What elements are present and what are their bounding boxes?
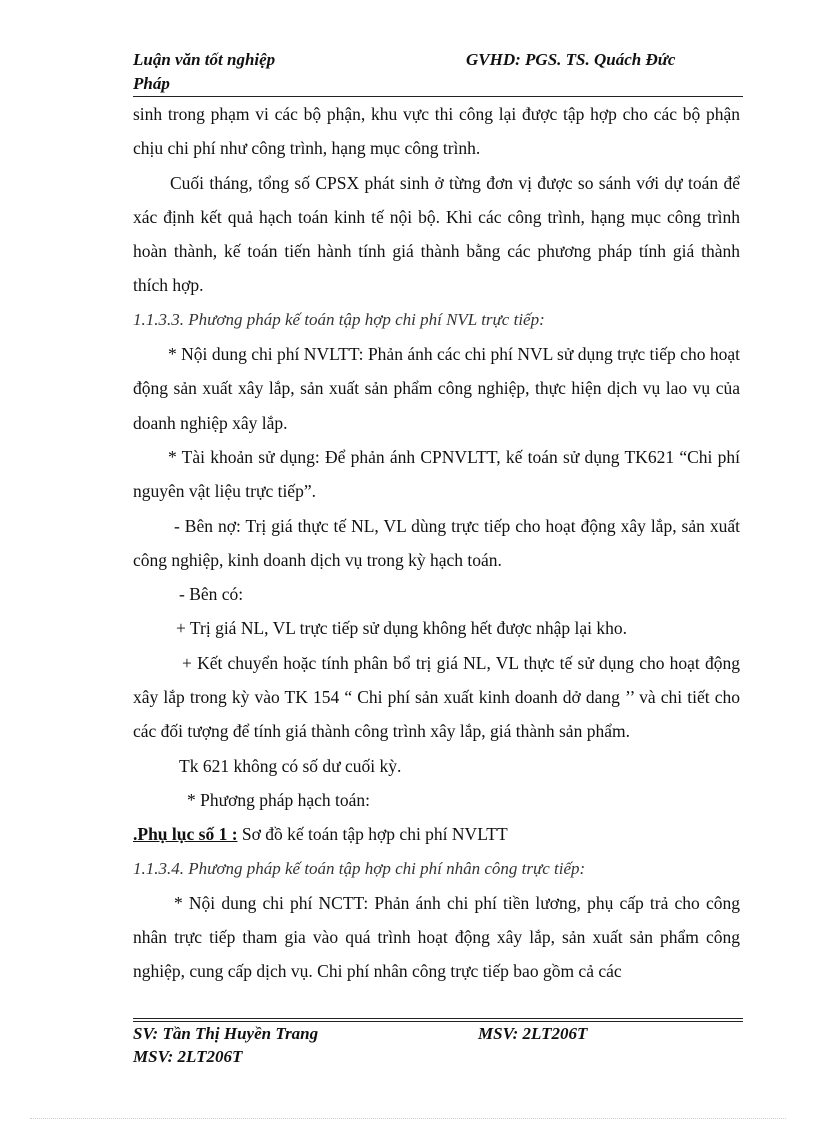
paragraph: * Nội dung chi phí NCTT: Phản ánh chi phí tiền lương, phụ cấp trả cho công nhân trực tiếp tham gia vào quá trình hoạt động xây lắp, sản xuất sản phẩm công nghiệp, cung cấp dịch vụ. Chi phí nhân công trực tiếp bao gồm cả các [133, 892, 740, 982]
student-id: MSV: 2LT206T [133, 1047, 243, 1066]
paragraph: + Trị giá NL, VL trực tiếp sử dụng không hết được nhập lại kho. [176, 618, 628, 639]
student-id: MSV: 2LT206T [478, 1024, 588, 1043]
paragraph: - Bên nợ: Trị giá thực tế NL, VL dùng trực tiếp cho hoạt động xây lắp, sản xuất công nghiệp, kinh doanh dịch vụ trong kỳ hạch toán. [133, 515, 740, 570]
student-name: SV: Tần Thị Huyền Trang [133, 1024, 319, 1043]
paragraph: * Tài khoản sử dụng: Để phản ánh CPNVLTT, kế toán sử dụng TK621 “Chi phí nguyên vật liệu trực tiếp”. [133, 446, 740, 502]
appendix-label: .Phụ lục số 1 : [133, 824, 238, 845]
paragraph: * Phương pháp hạch toán: [187, 789, 371, 810]
page-bottom-border [30, 1118, 786, 1119]
paragraph: * Nội dung chi phí NVLTT: Phản ánh các chi phí NVL sử dụng trực tiếp cho hoạt động sản xuất xây lắp, sản xuất sản phẩm công nghiệp, thực hiện dịch vụ lao vụ của doanh nghiệp xây lắp. [133, 344, 740, 433]
section-heading: 1.1.3.3. Phương pháp kế toán tập hợp chi phí NVL trực tiếp: [133, 309, 545, 329]
paragraph: + Kết chuyển hoặc tính phân bổ trị giá NL, VL thực tế sử dụng cho hoạt động xây lắp trong kỳ vào TK 154 “ Chi phí sản xuất kinh doanh dở dang ’’ và chi tiết cho các đối tượng để tính giá thành công trình xây lắp, giá thành sản phẩm. [133, 652, 740, 742]
supervisor-name: GVHD: PGS. TS. Quách Đức [466, 50, 676, 69]
section-heading: 1.1.3.4. Phương pháp kế toán tập hợp chi phí nhân công trực tiếp: [133, 858, 586, 878]
thesis-title: Luận văn tốt nghiệp [133, 50, 276, 69]
supervisor-name-continued: Pháp [133, 74, 170, 93]
paragraph: - Bên có: [179, 584, 244, 605]
footer-divider [133, 1018, 743, 1019]
document-body [133, 97, 740, 989]
appendix-text: Sơ đồ kế toán tập hợp chi phí NVLTT [237, 824, 508, 845]
paragraph: Cuối tháng, tổng số CPSX phát sinh ở từng đơn vị được so sánh với dự toán để xác định kết quả hạch toán kinh tế nội bộ. Khi các công trình, hạng mục công trình hoàn thành, kế toán tiến hành tính giá thành bằng các phương pháp tính giá thành thích hợp. [133, 172, 740, 296]
appendix-reference [133, 817, 740, 851]
paragraph: sinh trong phạm vi các bộ phận, khu vực thi công lại được tập hợp cho các bộ phận chịu chi phí như công trình, hạng mục công trình. [133, 104, 740, 159]
paragraph: Tk 621 không có số dư cuối kỳ. [179, 755, 402, 776]
